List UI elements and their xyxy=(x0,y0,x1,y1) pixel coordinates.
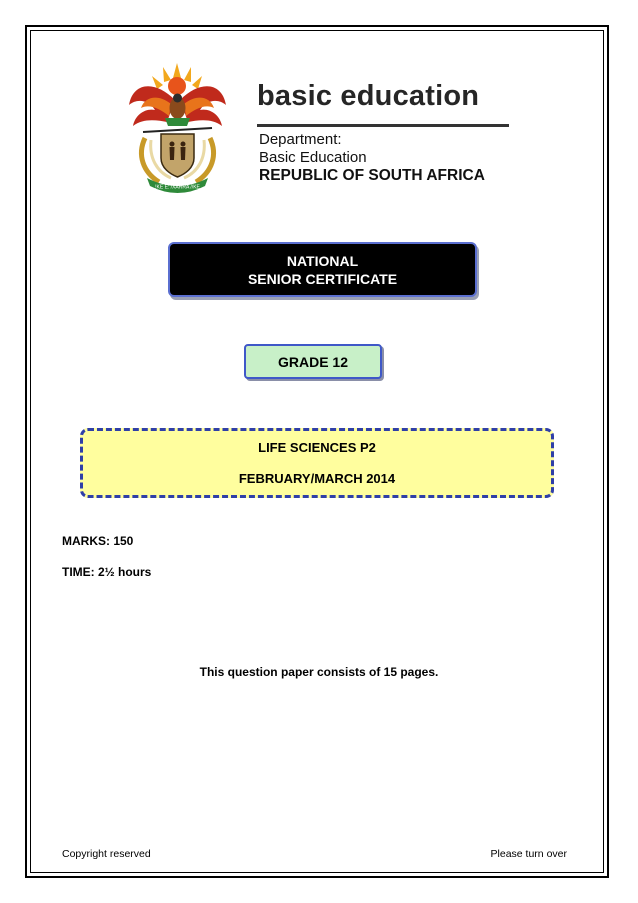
subject-box xyxy=(80,428,554,498)
certificate-banner xyxy=(168,242,477,297)
department-name: Basic Education xyxy=(259,149,367,166)
brand-divider xyxy=(257,124,509,127)
page-count-note: This question paper consists of 15 pages. xyxy=(199,665,439,679)
exam-session: FEBRUARY/MARCH 2014 xyxy=(238,471,396,486)
country-name: REPUBLIC OF SOUTH AFRICA xyxy=(259,167,485,184)
footer-copyright: Copyright reserved xyxy=(62,848,151,860)
crest-motto: !KE E: /XARRA //KE xyxy=(155,184,200,191)
brand-title: basic education xyxy=(257,80,480,112)
certificate-line-2: SENIOR CERTIFICATE xyxy=(247,270,398,287)
grade-badge xyxy=(244,344,382,379)
marks-text: MARKS: 150 xyxy=(62,534,134,548)
grade-label: GRADE 12 xyxy=(277,353,349,370)
time-text: TIME: 2½ hours xyxy=(62,565,152,579)
certificate-line-1: NATIONAL xyxy=(286,252,359,269)
coat-of-arms-logo xyxy=(125,60,230,195)
footer-turn-over: Please turn over xyxy=(490,848,567,860)
subject-title: LIFE SCIENCES P2 xyxy=(258,440,376,455)
department-label: Department: xyxy=(259,131,342,148)
